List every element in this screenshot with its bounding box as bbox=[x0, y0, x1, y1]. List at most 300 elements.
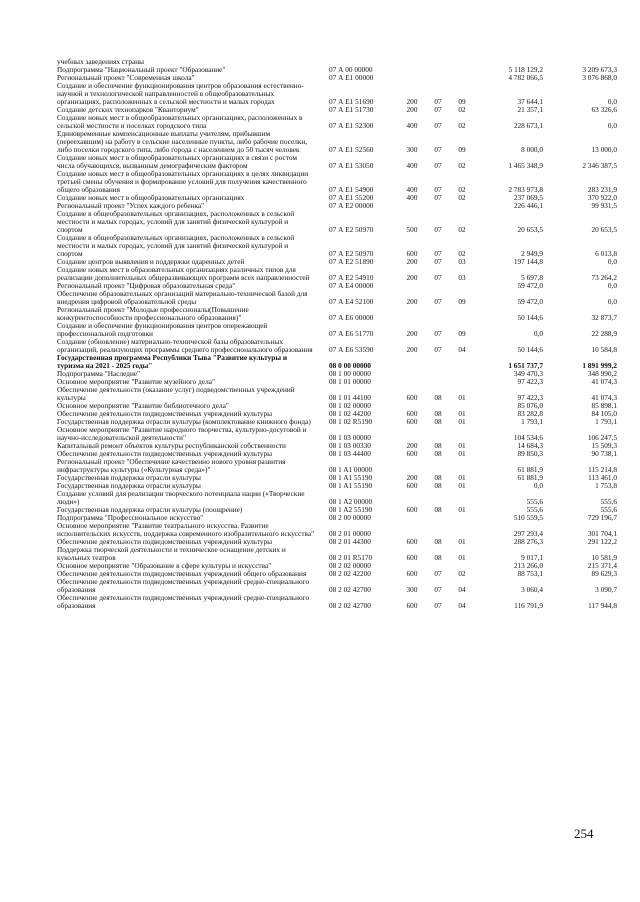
row-code: 08 2 01 00000 bbox=[329, 529, 371, 538]
table-row bbox=[57, 170, 617, 194]
row-subsection: 09 bbox=[458, 145, 466, 154]
budget-table bbox=[57, 58, 617, 610]
row-amount-2022: 50 144,6 bbox=[517, 313, 543, 322]
row-section: 07 bbox=[434, 121, 442, 130]
row-section: 07 bbox=[434, 185, 442, 194]
row-expense-type: 200 bbox=[406, 441, 418, 450]
row-expense-type bbox=[397, 306, 427, 322]
row-amount-2023: 729 196,7 bbox=[587, 513, 617, 522]
row-section: 07 bbox=[434, 193, 442, 202]
row-name: Создание новых мест в образовательных организациях различных типов для реализации дополнительных общеразвивающих программ всех направленностей bbox=[57, 265, 310, 282]
row-code: 07 А E1 55200 bbox=[329, 193, 374, 202]
row-amount-2022: 3 060,4 bbox=[521, 585, 543, 594]
row-code: 07 А E2 54910 bbox=[329, 273, 374, 282]
row-section: 07 bbox=[434, 329, 442, 338]
row-amount-2022: 213 266,0 bbox=[513, 561, 543, 570]
row-section bbox=[427, 306, 449, 322]
row-subsection: 01 bbox=[458, 553, 466, 562]
row-section: 07 bbox=[434, 249, 442, 258]
row-subsection bbox=[449, 522, 475, 538]
row-amount-2023: 63 326,6 bbox=[591, 105, 617, 114]
row-name: Подпрограмма "Национальный проект "Образование" bbox=[57, 65, 226, 74]
row-code: 08 2 02 42700 bbox=[329, 601, 371, 610]
row-section: 08 bbox=[434, 441, 442, 450]
row-section: 08 bbox=[434, 505, 442, 514]
row-section: 07 bbox=[434, 97, 442, 106]
row-amount-2023: 3 209 673,3 bbox=[582, 65, 617, 74]
row-code: 08 1 03 00330 bbox=[329, 441, 371, 450]
row-name: Региональный проект "Современная школа" bbox=[57, 73, 195, 82]
row-amount-2022: 555,6 bbox=[526, 505, 543, 514]
row-section: 07 bbox=[434, 105, 442, 114]
row-section bbox=[427, 354, 449, 370]
row-code: 08 1 03 44400 bbox=[329, 449, 371, 458]
row-amount-2022: 89 850,3 bbox=[517, 449, 543, 458]
row-name: Поддержка творческой деятельности и техническое оснащение детских и кукольных театров bbox=[57, 545, 286, 562]
row-name: Создание центров выявления и поддержки одаренных детей bbox=[57, 257, 245, 266]
row-subsection: 01 bbox=[458, 505, 466, 514]
row-name: Обеспечение деятельности подведомственных учреждений культуры bbox=[57, 409, 273, 418]
row-subsection: 04 bbox=[458, 585, 466, 594]
row-name: Подпрограмма "Наследие" bbox=[57, 369, 141, 378]
row-amount-2023: 106 247,5 bbox=[587, 433, 617, 442]
row-amount-2022: 237 069,5 bbox=[513, 193, 543, 202]
row-amount-2022: 61 881,9 bbox=[517, 473, 543, 482]
row-section bbox=[427, 522, 449, 538]
row-section bbox=[427, 58, 449, 66]
row-section: 08 bbox=[434, 473, 442, 482]
row-subsection bbox=[449, 282, 475, 290]
row-code: 07 А E6 00000 bbox=[329, 313, 374, 322]
row-code: 08 2 02 42200 bbox=[329, 569, 371, 578]
row-amount-2023: 90 738,1 bbox=[591, 449, 617, 458]
row-section: 07 bbox=[434, 273, 442, 282]
row-amount-2023: 0,0 bbox=[607, 121, 617, 130]
row-expense-type: 400 bbox=[406, 185, 418, 194]
row-amount-2022: 288 276,3 bbox=[513, 537, 543, 546]
row-name: учебных заведениях страны bbox=[57, 57, 145, 66]
row-name: Создание новых мест в общеобразовательных организациях bbox=[57, 193, 245, 202]
row-code: 07 А E1 00000 bbox=[329, 73, 374, 82]
row-name: Региональный проект "Цифровая образовательная среда" bbox=[57, 281, 236, 290]
row-subsection bbox=[449, 426, 475, 442]
row-name: Региональный проект "Молодые профессионалы(Повышение конкурентоспособности профессионального образования)" bbox=[57, 305, 249, 322]
table-row bbox=[57, 386, 617, 402]
table-row bbox=[57, 154, 617, 170]
row-name: Создание и обеспечение функционирования центров опережающей профессиональной подготовки bbox=[57, 321, 268, 338]
row-amount-2023: 115 214,8 bbox=[588, 465, 617, 474]
row-amount-2023: 2 346 387,5 bbox=[582, 161, 617, 170]
page-number: 254 bbox=[574, 826, 594, 841]
row-name: Основное мероприятие "Образование в сфере культуры и искусства" bbox=[57, 561, 272, 570]
row-amount-2022: 555,6 bbox=[526, 497, 543, 506]
row-expense-type: 600 bbox=[406, 537, 418, 546]
row-expense-type: 600 bbox=[406, 505, 418, 514]
row-expense-type: 300 bbox=[406, 145, 418, 154]
table-row bbox=[57, 210, 617, 234]
row-amount-2022: 2 949,9 bbox=[521, 249, 543, 258]
table-row bbox=[57, 322, 617, 338]
row-name: Региональный проект "Обеспечение качественно нового уровня развития инфраструктуры культуры («Культурная среда»)" bbox=[57, 457, 286, 474]
table-row bbox=[57, 114, 617, 130]
row-amount-2022: 21 357,1 bbox=[517, 105, 543, 114]
row-amount-2022: 59 472,0 bbox=[517, 281, 543, 290]
table-row bbox=[57, 426, 617, 442]
row-subsection: 01 bbox=[458, 393, 466, 402]
row-name: Создание (обновление) материально-технической базы образовательных организаций, реализующих программы среднего профессионального образования bbox=[57, 337, 313, 354]
row-amount-2023: 15 509,3 bbox=[591, 441, 617, 450]
row-expense-type: 200 bbox=[406, 273, 418, 282]
row-amount-2023: 283 231,9 bbox=[587, 185, 617, 194]
row-section: 07 bbox=[434, 585, 442, 594]
row-name: Государственная поддержка отрасли культуры (поощрение) bbox=[57, 505, 243, 514]
row-amount-2023: 32 873,7 bbox=[591, 313, 617, 322]
row-expense-type: 200 bbox=[406, 105, 418, 114]
row-name: Создание в общеобразовательных организациях, расположенных в сельской местности и малых городах, условий для занятий физической культурой и спортом bbox=[57, 209, 295, 234]
row-expense-type: 600 bbox=[406, 601, 418, 610]
row-amount-2022: 61 881,9 bbox=[517, 465, 543, 474]
row-section: 07 bbox=[434, 145, 442, 154]
table-row bbox=[57, 522, 617, 538]
row-section bbox=[427, 74, 449, 82]
row-subsection: 03 bbox=[458, 273, 466, 282]
row-amount-2022: 197 144,8 bbox=[513, 257, 543, 266]
row-amount-2022: 1 465 348,9 bbox=[508, 161, 543, 170]
row-expense-type: 600 bbox=[406, 449, 418, 458]
row-expense-type: 400 bbox=[406, 121, 418, 130]
row-subsection bbox=[449, 202, 475, 210]
row-subsection bbox=[449, 378, 475, 386]
row-code: 07 А E1 51730 bbox=[329, 105, 374, 114]
row-amount-2022: 5 118 129,2 bbox=[508, 65, 543, 74]
row-expense-type bbox=[397, 458, 427, 474]
table-row bbox=[57, 130, 617, 154]
row-name: Обеспечение деятельности подведомственных учреждений средне-специального образования bbox=[57, 593, 310, 610]
row-code: 08 1 01 44100 bbox=[329, 393, 371, 402]
row-amount-2023: 6 013,8 bbox=[595, 249, 617, 258]
row-code: 08 1 A2 55190 bbox=[329, 505, 373, 514]
table-row bbox=[57, 82, 617, 106]
row-expense-type bbox=[397, 490, 427, 506]
row-subsection bbox=[449, 458, 475, 474]
row-code: 07 А E1 52300 bbox=[329, 121, 374, 130]
row-amount-2022: 85 076,0 bbox=[517, 401, 543, 410]
row-code: 08 2 01 44300 bbox=[329, 537, 371, 546]
row-subsection: 02 bbox=[458, 121, 466, 130]
row-code: 07 А E1 53050 bbox=[329, 161, 374, 170]
row-amount-2022: 0,0 bbox=[533, 329, 543, 338]
row-amount-2022: 1 651 737,7 bbox=[508, 361, 543, 370]
row-expense-type bbox=[397, 74, 427, 82]
row-amount-2023: 85 898,1 bbox=[591, 401, 617, 410]
row-amount-2022: 297 293,4 bbox=[513, 529, 543, 538]
row-amount-2023: 10 584,8 bbox=[591, 345, 617, 354]
table-row bbox=[57, 546, 617, 562]
row-code: 07 А 00 00000 bbox=[329, 65, 373, 74]
row-amount-2023: 555,6 bbox=[600, 497, 617, 506]
row-amount-2022: 9 017,1 bbox=[521, 553, 543, 562]
row-amount-2023: 291 122,2 bbox=[587, 537, 617, 546]
row-expense-type: 200 bbox=[406, 473, 418, 482]
row-subsection bbox=[449, 490, 475, 506]
row-amount-2022: 83 282,8 bbox=[517, 409, 543, 418]
row-expense-type bbox=[397, 354, 427, 370]
row-code: 07 А E4 52100 bbox=[329, 297, 374, 306]
row-section: 08 bbox=[434, 417, 442, 426]
row-name: Обеспечение образовательных организаций материально-технической базой для внедрения цифровой образовательной среды bbox=[57, 289, 308, 306]
row-expense-type: 200 bbox=[406, 297, 418, 306]
row-amount-2022: 116 791,9 bbox=[514, 601, 543, 610]
row-expense-type: 200 bbox=[406, 97, 418, 106]
row-section bbox=[427, 458, 449, 474]
row-amount-2022: 4 782 066,5 bbox=[508, 73, 543, 82]
row-name: Основное мероприятие "Развитие народного творчества, культурно-досуговой и научно-исследовательской деятельности" bbox=[57, 425, 307, 442]
row-expense-type bbox=[397, 66, 427, 74]
row-expense-type bbox=[397, 58, 427, 66]
table-row bbox=[57, 458, 617, 474]
row-amount-2023: 555,6 bbox=[600, 505, 617, 514]
row-expense-type: 200 bbox=[406, 345, 418, 354]
row-expense-type bbox=[397, 202, 427, 210]
row-expense-type: 600 bbox=[406, 417, 418, 426]
row-code: 08 2 00 00000 bbox=[329, 513, 371, 522]
row-subsection: 09 bbox=[458, 297, 466, 306]
row-name: Государственная поддержка отрасли культуры (комплектование книжного фонда) bbox=[57, 417, 311, 426]
row-code: 08 1 00 00000 bbox=[329, 369, 371, 378]
row-expense-type: 600 bbox=[406, 481, 418, 490]
table-body bbox=[57, 58, 617, 610]
row-section bbox=[427, 426, 449, 442]
row-code: 08 1 02 R5190 bbox=[329, 417, 373, 426]
row-name: Создание новых мест в общеобразовательных организациях в связи с ростом числа обучающихся, вызванным демографическим фактором bbox=[57, 153, 297, 170]
row-expense-type: 200 bbox=[406, 329, 418, 338]
row-code: 08 1 A1 00000 bbox=[329, 465, 373, 474]
row-amount-2023: 0,0 bbox=[607, 97, 617, 106]
row-expense-type bbox=[397, 370, 427, 378]
row-amount-2022: 226 446,1 bbox=[513, 201, 543, 210]
row-amount-2023: 113 461,0 bbox=[588, 473, 617, 482]
row-name: Создание условий для реализации творческого потенциала нации («Творческие люди») bbox=[57, 489, 305, 506]
table-row bbox=[57, 234, 617, 258]
row-amount-2022: 1 793,1 bbox=[521, 417, 543, 426]
row-amount-2023: 3 090,7 bbox=[595, 585, 617, 594]
row-amount-2022: 5 697,8 bbox=[521, 273, 543, 282]
row-subsection: 02 bbox=[458, 185, 466, 194]
row-code: 08 0 00 00000 bbox=[329, 361, 371, 370]
row-subsection: 01 bbox=[458, 409, 466, 418]
row-code: 07 А E1 51690 bbox=[329, 97, 374, 106]
row-expense-type: 500 bbox=[406, 225, 418, 234]
row-expense-type: 600 bbox=[406, 393, 418, 402]
row-name: Создание детских технопарков "Кванториум" bbox=[57, 105, 199, 114]
row-amount-2022: 97 422,3 bbox=[517, 377, 543, 386]
row-amount-2023: 215 371,4 bbox=[587, 561, 617, 570]
row-subsection: 04 bbox=[458, 345, 466, 354]
row-expense-type: 400 bbox=[406, 161, 418, 170]
row-amount-2023: 117 944,8 bbox=[588, 601, 617, 610]
row-amount-2022: 2 783 973,8 bbox=[508, 185, 543, 194]
row-amount-2022: 59 472,0 bbox=[517, 297, 543, 306]
row-amount-2022: 104 534,6 bbox=[513, 433, 543, 442]
row-amount-2023: 20 653,5 bbox=[591, 225, 617, 234]
table-row bbox=[57, 594, 617, 610]
row-expense-type: 200 bbox=[406, 257, 418, 266]
row-name: Создание и обеспечение функционирования центров образования естественно-научной и технологической направленностей в общеобразовательных организациях, расположенных в сельской местности и малых городах bbox=[57, 81, 304, 106]
row-amount-2023: 0,0 bbox=[607, 297, 617, 306]
row-code: 07 А E1 54900 bbox=[329, 185, 374, 194]
table-row bbox=[57, 306, 617, 322]
row-expense-type: 600 bbox=[406, 569, 418, 578]
row-name: Обеспечение деятельности (оказание услуг) подведомственных учреждений культуры bbox=[57, 385, 295, 402]
row-expense-type bbox=[397, 282, 427, 290]
row-section: 07 bbox=[434, 345, 442, 354]
row-subsection: 02 bbox=[458, 569, 466, 578]
row-code: 08 2 02 42700 bbox=[329, 585, 371, 594]
row-section: 07 bbox=[434, 569, 442, 578]
table-row bbox=[57, 338, 617, 354]
row-code: 07 А E6 51770 bbox=[329, 329, 374, 338]
row-subsection bbox=[449, 370, 475, 378]
row-subsection: 01 bbox=[458, 537, 466, 546]
row-name: Государственная поддержка отрасли культуры bbox=[57, 473, 201, 482]
row-subsection: 03 bbox=[458, 257, 466, 266]
row-code: 07 А E2 51890 bbox=[329, 257, 374, 266]
row-name: Региональный проект "Успех каждого ребенка" bbox=[57, 201, 205, 210]
row-amount-2022: 510 559,5 bbox=[513, 513, 543, 522]
row-amount-2022: 8 000,0 bbox=[521, 145, 543, 154]
row-expense-type: 600 bbox=[406, 553, 418, 562]
row-subsection bbox=[449, 354, 475, 370]
row-amount-2023: 3 076 868,0 bbox=[582, 73, 617, 82]
row-section bbox=[427, 370, 449, 378]
row-section: 08 bbox=[434, 553, 442, 562]
row-expense-type: 600 bbox=[406, 249, 418, 258]
row-code: 07 А E2 50970 bbox=[329, 225, 374, 234]
row-subsection: 09 bbox=[458, 329, 466, 338]
row-section bbox=[427, 202, 449, 210]
row-subsection: 01 bbox=[458, 449, 466, 458]
row-section: 08 bbox=[434, 409, 442, 418]
row-name: Капитальный ремонт объектов культуры республиканской собственности bbox=[57, 441, 286, 450]
row-subsection: 01 bbox=[458, 441, 466, 450]
row-section: 07 bbox=[434, 161, 442, 170]
row-section: 07 bbox=[434, 601, 442, 610]
row-expense-type bbox=[397, 522, 427, 538]
row-name: Государственная поддержка отрасли культуры bbox=[57, 481, 201, 490]
row-amount-2023: 0,0 bbox=[607, 281, 617, 290]
row-amount-2023: 41 074,3 bbox=[591, 377, 617, 386]
row-section: 07 bbox=[434, 257, 442, 266]
row-amount-2022: 50 144,6 bbox=[517, 345, 543, 354]
row-code: 08 1 02 44200 bbox=[329, 409, 371, 418]
row-amount-2023: 89 629,3 bbox=[591, 569, 617, 578]
row-code: 08 1 A1 55190 bbox=[329, 473, 373, 482]
row-amount-2022: 20 653,5 bbox=[517, 225, 543, 234]
row-amount-2023: 370 922,0 bbox=[587, 193, 617, 202]
row-name: Создание новых мест в общеобразовательных организациях, расположенных в сельской местности и поселках городского типа bbox=[57, 113, 303, 130]
table-row bbox=[57, 354, 617, 370]
row-amount-2023: 99 931,5 bbox=[591, 201, 617, 210]
row-subsection: 09 bbox=[458, 97, 466, 106]
row-section bbox=[427, 378, 449, 386]
row-code: 07 А E2 50970 bbox=[329, 249, 374, 258]
row-expense-type: 600 bbox=[406, 409, 418, 418]
row-subsection: 01 bbox=[458, 481, 466, 490]
row-name: Создание в общеобразовательных организациях, расположенных в сельской местности и малых городах, условий для занятий физической культурой и спортом bbox=[57, 233, 295, 258]
row-section: 07 bbox=[434, 225, 442, 234]
row-subsection: 02 bbox=[458, 193, 466, 202]
row-name: Обеспечение деятельности подведомственных учреждений культуры bbox=[57, 537, 273, 546]
row-subsection bbox=[449, 514, 475, 522]
row-amount-2022: 0,0 bbox=[533, 481, 543, 490]
row-name: Обеспечение деятельности подведомственных учреждений культуры bbox=[57, 449, 273, 458]
row-name: Единовременные компенсационные выплаты учителям, прибывшим (переехавшим) на работу в сельские населенные пункты, либо рабочие поселки, либо поселки городского типа, либо города с населением до 50 тысяч человек bbox=[57, 129, 308, 154]
row-code: 08 1 03 00000 bbox=[329, 433, 371, 442]
row-name: Подпрограмма "Профессиональное искусство" bbox=[57, 513, 204, 522]
row-code: 08 2 02 00000 bbox=[329, 561, 371, 570]
row-code: 08 1 A1 55190 bbox=[329, 481, 373, 490]
row-amount-2023: 0,0 bbox=[607, 257, 617, 266]
row-name: Основное мероприятие "Развитие театрального искусства. Развитие исполнительских искусств, поддержка современного изобразительного искусства" bbox=[57, 521, 315, 538]
row-subsection bbox=[449, 58, 475, 66]
row-amount-2023: 1 793,1 bbox=[595, 417, 617, 426]
row-subsection: 01 bbox=[458, 417, 466, 426]
row-amount-2022: 88 753,1 bbox=[517, 569, 543, 578]
row-section: 08 bbox=[434, 393, 442, 402]
row-name: Государственная программа Республики Тыва "Развитие культуры и туризма на 2021 - 2025 годы" bbox=[57, 353, 288, 370]
row-amount-2023: 301 704,1 bbox=[587, 529, 617, 538]
row-amount-2023: 13 000,0 bbox=[591, 145, 617, 154]
row-amount-2023: 84 105,0 bbox=[591, 409, 617, 418]
row-subsection bbox=[449, 306, 475, 322]
row-amount-2022: 37 644,1 bbox=[517, 97, 543, 106]
row-code: 07 А E6 53590 bbox=[329, 345, 374, 354]
row-section: 08 bbox=[434, 449, 442, 458]
row-amount-2023: 1 753,8 bbox=[595, 481, 617, 490]
table-row bbox=[57, 290, 617, 306]
row-amount-2023: 1 891 999,2 bbox=[582, 361, 617, 370]
row-code: 07 А E2 00000 bbox=[329, 201, 374, 210]
row-amount-2022: 228 673,1 bbox=[513, 121, 543, 130]
row-amount-2023: 41 074,3 bbox=[591, 393, 617, 402]
row-section: 07 bbox=[434, 297, 442, 306]
row-section bbox=[427, 490, 449, 506]
row-amount-2022: 14 684,3 bbox=[517, 441, 543, 450]
row-amount-2023: 348 990,2 bbox=[587, 369, 617, 378]
row-code: 07 А E1 52560 bbox=[329, 145, 374, 154]
row-name: Основное мероприятие "Развитие библиотечного дела" bbox=[57, 401, 229, 410]
row-subsection: 01 bbox=[458, 473, 466, 482]
row-code: 08 1 A2 00000 bbox=[329, 497, 373, 506]
row-section bbox=[427, 514, 449, 522]
row-expense-type: 400 bbox=[406, 193, 418, 202]
row-code: 08 1 01 00000 bbox=[329, 377, 371, 386]
row-subsection: 04 bbox=[458, 601, 466, 610]
row-expense-type bbox=[397, 426, 427, 442]
row-section: 08 bbox=[434, 537, 442, 546]
row-amount-2022: 349 470,3 bbox=[513, 369, 543, 378]
row-code: 08 1 02 00000 bbox=[329, 401, 371, 410]
table-row bbox=[57, 490, 617, 506]
row-code: 07 А E4 00000 bbox=[329, 281, 374, 290]
row-name: Создание новых мест в общеобразовательных организациях в целях ликвидации третьей смены обучения и формирование условий для получения качественного общего образования bbox=[57, 169, 309, 194]
row-expense-type: 300 bbox=[406, 585, 418, 594]
row-subsection bbox=[449, 66, 475, 74]
row-amount-2022: 97 422,3 bbox=[517, 393, 543, 402]
row-section bbox=[427, 66, 449, 74]
row-name: Основное мероприятие "Развитие музейного дела" bbox=[57, 377, 215, 386]
row-code: 08 2 01 R5170 bbox=[329, 553, 373, 562]
